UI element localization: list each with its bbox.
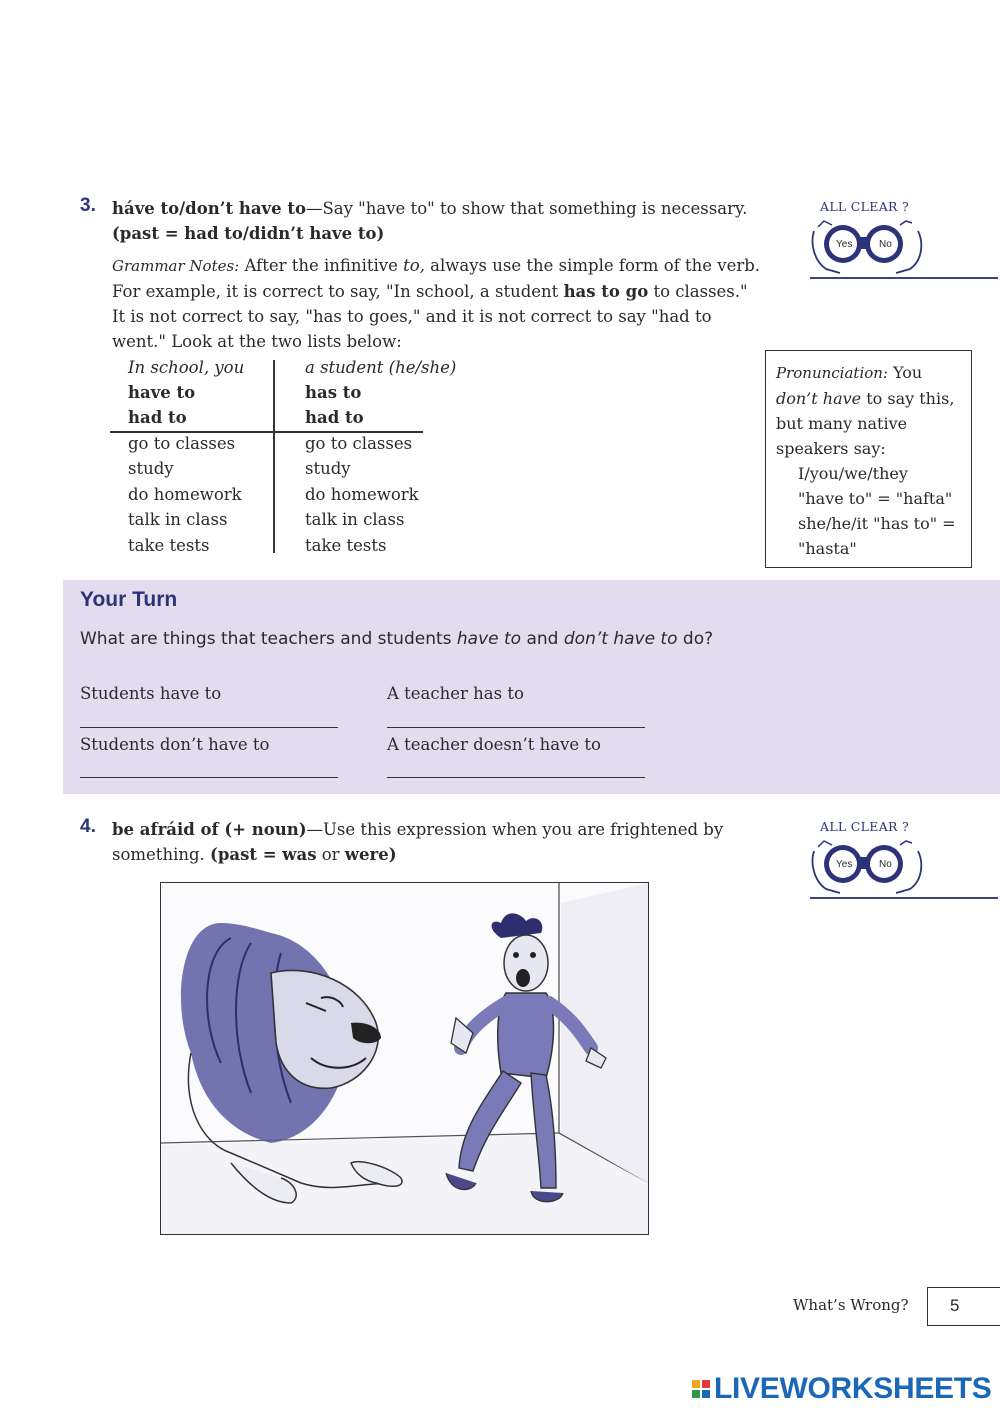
pronunciation-line: "have to" = "hafta" — [798, 489, 953, 508]
lion-illustration — [161, 883, 648, 1234]
table-col1-header: In school, you — [128, 358, 245, 377]
table-col1-item: take tests — [128, 536, 210, 555]
pronunciation-line: "hasta" — [798, 539, 857, 558]
all-clear-no[interactable]: No — [879, 859, 892, 870]
table-col1-item: talk in class — [128, 510, 228, 529]
liveworksheets-logo-icon — [692, 1380, 710, 1398]
table-col1-item: do homework — [128, 485, 242, 504]
table-col2-bold: had to — [305, 408, 364, 427]
binoculars-icon — [810, 833, 930, 897]
grammar-notes-text-4: to classes." — [648, 282, 748, 301]
table-col1-bold: have to — [128, 383, 196, 402]
section-4-past-were: were — [344, 845, 389, 864]
your-turn-question-text: and — [521, 629, 564, 649]
all-clear-rule — [810, 277, 998, 279]
table-col2-item: study — [305, 459, 351, 478]
table-vertical-divider — [273, 360, 275, 553]
table-horizontal-divider — [110, 431, 423, 433]
lion-illustration-frame — [160, 882, 649, 1235]
table-col1-item: study — [128, 459, 174, 478]
your-turn-question-text: do? — [677, 629, 714, 649]
section-4-past-was: was — [282, 845, 317, 864]
liveworksheets-logo — [692, 1372, 992, 1406]
pronunciation-line: speakers say: — [776, 439, 886, 458]
all-clear-yes[interactable]: Yes — [836, 859, 853, 870]
section-3-title: háve to/don’t have to — [112, 199, 306, 218]
table-col1-item: go to classes — [128, 434, 236, 453]
section-4-heading — [112, 817, 762, 867]
all-clear-yes[interactable]: Yes — [836, 239, 853, 250]
section-3-heading — [112, 196, 762, 246]
students-have-to-label: Students have to — [80, 684, 222, 703]
your-turn-question-italic: have to — [456, 629, 522, 649]
page-number: 5 — [927, 1287, 1000, 1326]
table-col2-item: do homework — [305, 485, 419, 504]
table-col2-header: a student (he/she) — [305, 358, 457, 377]
table-col1-bold: had to — [128, 408, 187, 427]
table-col2-item: talk in class — [305, 510, 405, 529]
grammar-notes — [112, 253, 762, 354]
section-3-title-rest: —Say "have to" to show that something is necessary. — [305, 199, 748, 218]
students-dont-have-to-input[interactable] — [80, 755, 338, 778]
section-4-past-or: or — [316, 845, 345, 864]
grammar-notes-text-6: went." Look at the two lists below: — [112, 332, 402, 351]
grammar-notes-to: to, — [403, 256, 425, 275]
section-4-past-end: ) — [388, 845, 397, 864]
your-turn-question-text: What are things that teachers and students — [80, 629, 457, 649]
section-3-past: (past = had to/didn’t have to) — [112, 224, 385, 243]
grammar-notes-text-3: For example, it is correct to say, "In school, a student — [112, 282, 564, 301]
table-col2-bold: has to — [305, 383, 362, 402]
all-clear-title: ALL CLEAR ? — [820, 819, 910, 834]
table-col2-item: take tests — [305, 536, 387, 555]
pronunciation-italic: don’t have — [776, 389, 862, 408]
pronunciation-label: Pronunciation: — [776, 364, 888, 382]
footer-book-title: What’s Wrong? — [793, 1296, 909, 1314]
section-3-number: 3. — [80, 195, 96, 216]
grammar-notes-text-1: After the infinitive — [244, 256, 404, 275]
section-4-title: be afráid of (+ noun) — [112, 820, 307, 839]
liveworksheets-wordmark: LIVEWORKSHEETS — [714, 1372, 992, 1405]
table-col2-item: go to classes — [305, 434, 413, 453]
section-4-number: 4. — [80, 816, 96, 837]
grammar-notes-text-5: It is not correct to say, "has to goes," and it is not correct to say "had to — [112, 307, 712, 326]
all-clear-rule — [810, 897, 998, 899]
teacher-has-to-label: A teacher has to — [387, 684, 524, 703]
section-4-line2: something. — [112, 845, 211, 864]
binoculars-icon — [810, 213, 930, 277]
your-turn-panel — [63, 580, 1000, 794]
pronunciation-line: she/he/it "has to" = — [798, 514, 956, 533]
all-clear-title: ALL CLEAR ? — [820, 199, 910, 214]
teacher-has-to-input[interactable] — [387, 705, 645, 728]
students-have-to-input[interactable] — [80, 705, 338, 728]
your-turn-question — [80, 629, 713, 649]
all-clear-no[interactable]: No — [879, 239, 892, 250]
teacher-doesnt-have-to-input[interactable] — [387, 755, 645, 778]
all-clear-widget-3 — [810, 199, 1000, 299]
pronunciation-line: but many native — [776, 414, 908, 433]
all-clear-widget-4 — [810, 819, 1000, 919]
grammar-notes-label: Grammar Notes: — [112, 257, 240, 275]
pronunciation-box — [765, 350, 972, 568]
your-turn-question-italic: don’t have to — [563, 629, 678, 649]
grammar-notes-bold: has to go — [563, 282, 649, 301]
your-turn-title: Your Turn — [80, 588, 178, 611]
grammar-notes-text-2: always use the simple form of the verb. — [424, 256, 761, 275]
pronunciation-line: I/you/we/they — [798, 464, 908, 483]
section-4-title-rest: —Use this expression when you are frightened by — [306, 820, 724, 839]
pronunciation-line: You — [888, 363, 923, 382]
pronunciation-line: to say this, — [861, 389, 955, 408]
students-dont-have-to-label: Students don’t have to — [80, 735, 270, 754]
teacher-doesnt-have-to-label: A teacher doesn’t have to — [387, 735, 601, 754]
section-4-past: (past = — [210, 845, 283, 864]
